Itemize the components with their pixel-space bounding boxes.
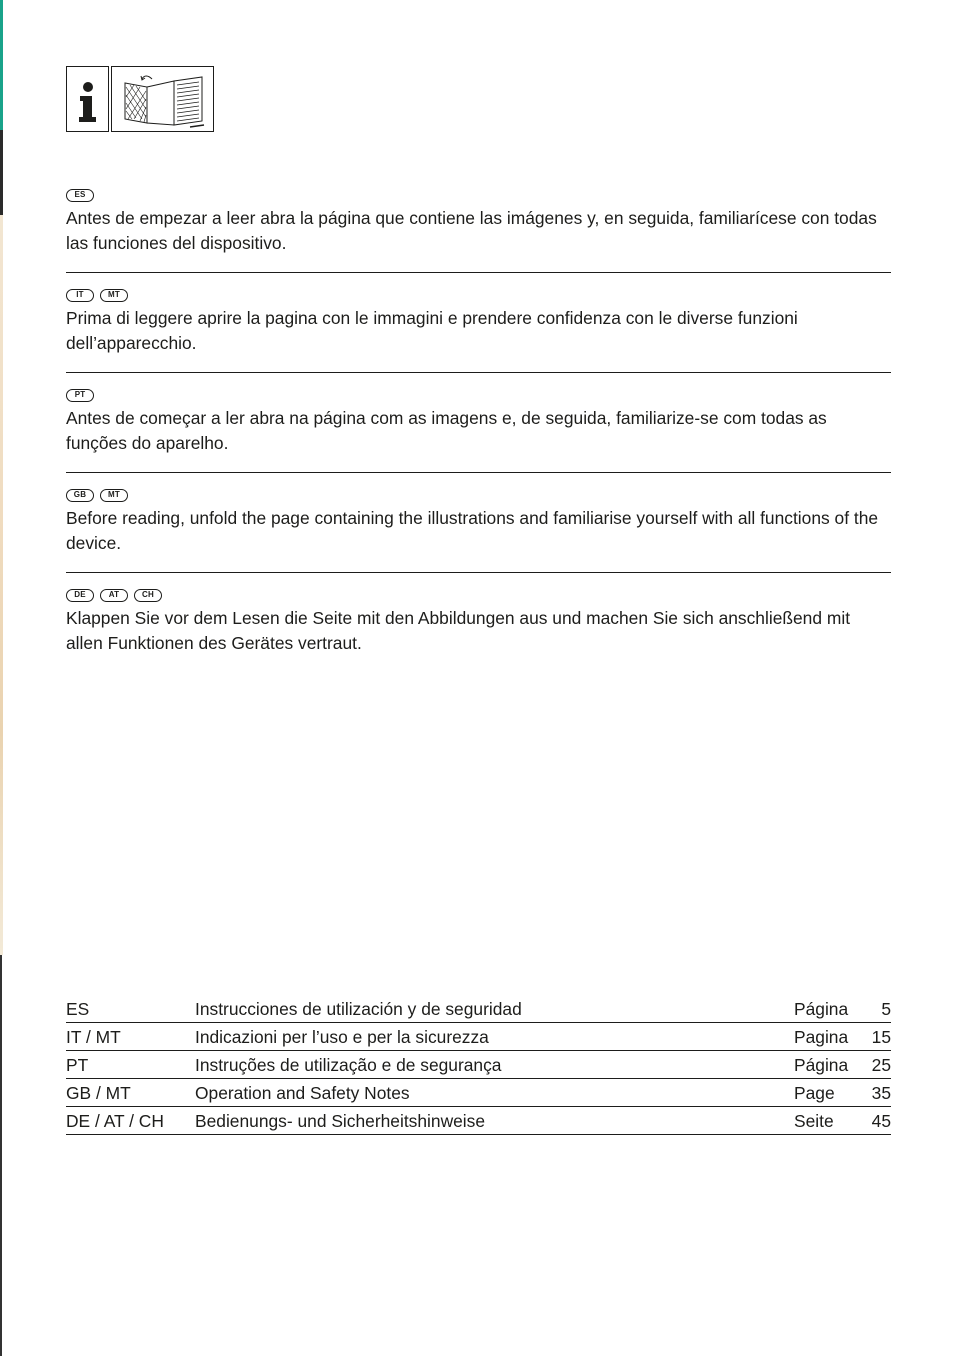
language-badge: CH <box>134 589 162 602</box>
instruction-text: Prima di leggere aprire la pagina con le immagini e prendere confidenza con le diverse funzioni dell’apparecchio. <box>66 308 798 353</box>
language-badge: ES <box>66 189 94 202</box>
divider <box>66 472 891 473</box>
toc-row[interactable] <box>66 1052 891 1079</box>
language-badges <box>66 288 891 302</box>
instruction-text: Antes de empezar a leer abra la página que contiene las imágenes y, en seguida, familiarícese con todas las funciones del dispositivo. <box>66 208 877 253</box>
edge-strip-tan <box>0 215 3 955</box>
toc-row[interactable] <box>66 1080 891 1107</box>
toc-language-code: GB / MT <box>66 1083 131 1103</box>
instruction-text: Antes de começar a ler abra na página com as imagens e, de seguida, familiarize-se com todas as funções do aparelho. <box>66 408 827 453</box>
language-badge: AT <box>100 589 128 602</box>
lang-block-gb-mt <box>66 488 891 556</box>
language-badges <box>66 388 891 402</box>
toc-page-label: Seite <box>794 1111 834 1131</box>
toc-page-label: Página <box>794 999 849 1019</box>
language-badge: MT <box>100 489 128 502</box>
edge-strip-dark-lower <box>0 955 2 1356</box>
toc-row[interactable] <box>66 996 891 1023</box>
toc-page-label: Página <box>794 1055 849 1075</box>
toc-title: Instrucciones de utilización y de seguridad <box>195 999 522 1019</box>
edge-strip-teal <box>0 0 3 130</box>
toc-row[interactable] <box>66 1024 891 1051</box>
instruction-text: Before reading, unfold the page containing the illustrations and familiarise yourself with all functions of the device. <box>66 508 879 553</box>
fold-out-page-icon <box>111 66 214 132</box>
toc-title: Bedienungs- und Sicherheitshinweise <box>195 1111 486 1131</box>
toc-page-number: 35 <box>871 1083 891 1103</box>
toc-page-label: Pagina <box>794 1027 849 1047</box>
language-badges <box>66 188 891 202</box>
toc-language-code: IT / MT <box>66 1027 121 1047</box>
lang-block-pt <box>66 388 891 456</box>
lang-block-it-mt <box>66 288 891 356</box>
divider <box>66 572 891 573</box>
toc-page-number: 25 <box>871 1055 891 1075</box>
divider <box>66 272 891 273</box>
toc-page-label: Page <box>794 1083 835 1103</box>
divider <box>66 372 891 373</box>
toc-language-code: ES <box>66 999 90 1019</box>
toc-title: Operation and Safety Notes <box>195 1083 410 1103</box>
toc-page-number: 45 <box>871 1111 891 1131</box>
language-badge: GB <box>66 489 94 502</box>
instruction-text: Klappen Sie vor dem Lesen die Seite mit den Abbildungen aus und machen Sie sich anschließend mit allen Funktionen des Gerätes vertraut. <box>66 608 851 653</box>
language-badge: DE <box>66 589 94 602</box>
toc-title: Instruções de utilização e de segurança <box>195 1055 502 1075</box>
toc-title: Indicazioni per l’uso e per la sicurezza <box>195 1027 489 1047</box>
toc-page-number: 15 <box>871 1027 891 1047</box>
header-icons <box>66 66 214 132</box>
language-badges <box>66 488 891 502</box>
lang-block-de-at-ch <box>66 588 891 656</box>
language-badge: MT <box>100 289 128 302</box>
toc-page-number: 5 <box>881 999 891 1019</box>
language-badge: PT <box>66 389 94 402</box>
language-badge: IT <box>66 289 94 302</box>
info-icon <box>66 66 109 132</box>
table-of-contents <box>66 996 891 1135</box>
toc-row[interactable] <box>66 1108 891 1135</box>
edge-strip-dark <box>0 130 3 215</box>
toc-language-code: PT <box>66 1055 89 1075</box>
lang-block-es <box>66 188 891 256</box>
toc-language-code: DE / AT / CH <box>66 1111 164 1131</box>
language-badges <box>66 588 891 602</box>
